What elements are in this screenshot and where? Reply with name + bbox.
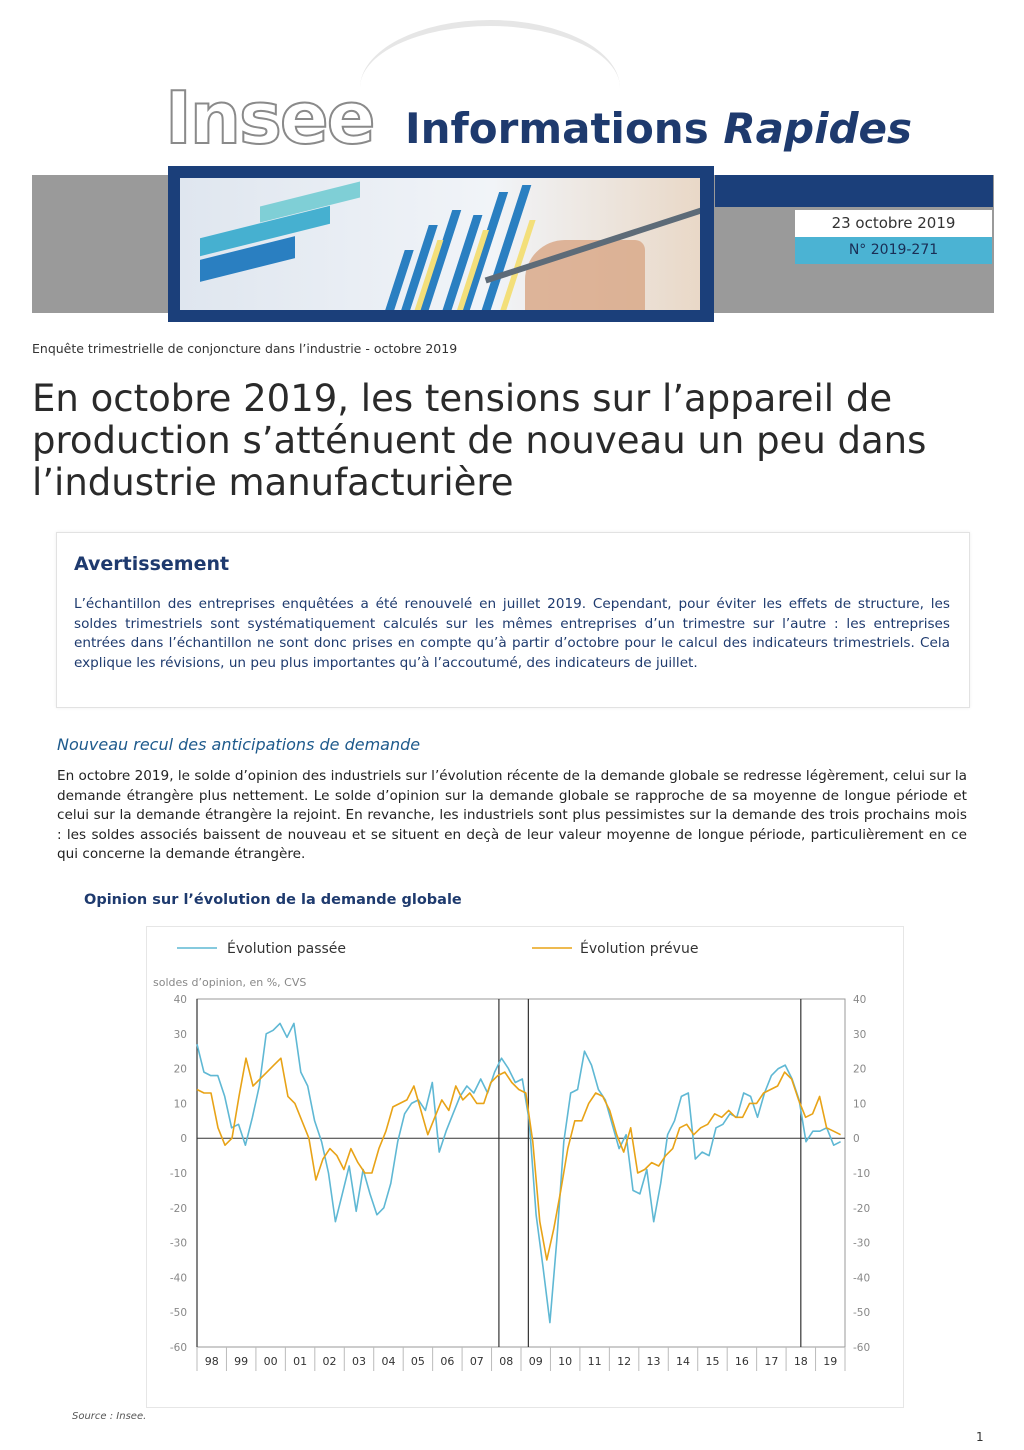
y-tick-label-left: 40 bbox=[173, 994, 187, 1006]
chart-source: Source : Insee. bbox=[72, 1411, 147, 1422]
page-title: En octobre 2019, les tensions sur l’appareil de production s’atténuent de nouveau un peu dans l’industrie manufacturière bbox=[32, 377, 927, 504]
y-tick-label-left: -20 bbox=[169, 1202, 187, 1215]
y-tick-label-right: -30 bbox=[853, 1237, 871, 1250]
plot-area bbox=[170, 994, 870, 1371]
y-tick-label-left: 0 bbox=[180, 1133, 187, 1146]
x-tick-label: 06 bbox=[440, 1355, 455, 1368]
section-subtitle: Nouveau recul des anticipations de demande bbox=[57, 735, 421, 754]
y-tick-label-right: -40 bbox=[853, 1272, 871, 1285]
y-tick-label-right: 30 bbox=[853, 1028, 867, 1041]
header-banner-accent bbox=[715, 175, 993, 207]
plot-frame bbox=[197, 999, 845, 1347]
chart-title: Opinion sur l’évolution de la demande globale bbox=[84, 892, 462, 908]
legend-label-passee: Évolution passée bbox=[227, 941, 347, 957]
section-paragraph: En octobre 2019, le solde d’opinion des industriels sur l’évolution récente de la demande globale se redresse légèrement, celui sur la demande étrangère plus nettement. Le solde d’opinion sur la demande globale se rapproche de sa moyenne de longue période et celui sur la demande étrangère la rejoint. En revanche, les industriels sont plus pessimistes sur la demande des trois prochains mois : les soldes associés baissent de nouveau et se situent en deçà de leur valeur moyenne de longue période, particulièrement en ce qui concerne la demande étrangère. bbox=[57, 768, 967, 862]
insee-logo: Insee bbox=[165, 76, 374, 160]
x-tick-label: 10 bbox=[558, 1355, 573, 1368]
warning-box bbox=[56, 532, 970, 708]
series-line-prevue bbox=[197, 1058, 841, 1260]
x-tick-label: 00 bbox=[263, 1355, 278, 1368]
y-tick-label-left: -40 bbox=[169, 1272, 187, 1285]
y-tick-label-left: -30 bbox=[169, 1237, 187, 1250]
publication-name bbox=[405, 104, 912, 153]
pub-name-italic: Rapides bbox=[723, 104, 913, 153]
x-tick-label: 03 bbox=[352, 1355, 366, 1368]
x-tick-label: 13 bbox=[646, 1355, 661, 1368]
y-axis-label: soldes d’opinion, en %, CVS bbox=[153, 976, 307, 989]
y-tick-label-right: 0 bbox=[853, 1133, 860, 1146]
x-tick-label: 99 bbox=[234, 1355, 249, 1368]
survey-label: Enquête trimestrielle de conjoncture dans l’industrie - octobre 2019 bbox=[32, 341, 458, 356]
chart-legend bbox=[177, 940, 698, 957]
y-tick-label-left: -60 bbox=[169, 1342, 187, 1354]
page-number: 1 bbox=[976, 1430, 984, 1444]
y-tick-label-right: -50 bbox=[853, 1307, 871, 1320]
chart-container bbox=[146, 926, 904, 1408]
y-tick-label-left: 10 bbox=[173, 1098, 187, 1111]
x-tick-label: 14 bbox=[676, 1355, 690, 1368]
y-tick-label-left: -50 bbox=[169, 1307, 187, 1320]
legend-label-prevue: Évolution prévue bbox=[580, 941, 699, 957]
x-tick-label: 07 bbox=[469, 1355, 484, 1368]
x-tick-label: 19 bbox=[823, 1355, 838, 1368]
x-tick-label: 04 bbox=[381, 1355, 396, 1368]
chart-paper-illustration bbox=[180, 178, 700, 310]
publication-number: N° 2019-271 bbox=[795, 237, 992, 264]
x-tick-label: 98 bbox=[204, 1355, 219, 1368]
y-tick-label-right: -20 bbox=[853, 1202, 871, 1215]
x-tick-label: 02 bbox=[322, 1355, 337, 1368]
x-tick-label: 16 bbox=[734, 1355, 749, 1368]
publication-date: 23 octobre 2019 bbox=[795, 210, 992, 237]
header-photo bbox=[168, 166, 714, 322]
x-tick-label: 09 bbox=[528, 1355, 543, 1368]
warning-title: Avertissement bbox=[74, 553, 230, 575]
x-tick-label: 12 bbox=[617, 1355, 632, 1368]
x-tick-label: 01 bbox=[293, 1355, 308, 1368]
warning-text: L’échantillon des entreprises enquêtées a été renouvelé en juillet 2019. Cependant, pour éviter les effets de structure, les soldes trimestriels sont systématiquement calculés sur les mêmes entreprises d’un trimestre sur l’autre : les entreprises entrées dans l’échantillon ne sont donc prises en compte qu’à partir d’octobre pour le calcul des indicateurs trimestriels. Cela explique les révisions, un peu plus importantes qu’à l’accoutumé, des indicateurs de juillet. bbox=[74, 596, 950, 671]
y-tick-label-right: 40 bbox=[853, 994, 867, 1006]
x-tick-label: 05 bbox=[410, 1355, 425, 1368]
line-chart bbox=[147, 927, 903, 1407]
y-tick-label-left: 20 bbox=[173, 1063, 187, 1076]
x-tick-label: 17 bbox=[764, 1355, 779, 1368]
y-tick-label-right: 10 bbox=[853, 1098, 867, 1111]
series-line-passee bbox=[197, 1023, 841, 1322]
y-tick-label-right: -10 bbox=[853, 1168, 871, 1180]
x-tick-label: 18 bbox=[793, 1355, 808, 1368]
x-tick-label: 11 bbox=[587, 1355, 602, 1368]
x-tick-label: 08 bbox=[499, 1355, 514, 1368]
y-tick-label-left: 30 bbox=[173, 1028, 187, 1041]
x-tick-label: 15 bbox=[705, 1355, 720, 1368]
pub-name-regular: Informations bbox=[405, 104, 709, 153]
y-tick-label-right: -60 bbox=[853, 1342, 871, 1354]
y-tick-label-right: 20 bbox=[853, 1063, 867, 1076]
y-tick-label-left: -10 bbox=[169, 1168, 187, 1180]
